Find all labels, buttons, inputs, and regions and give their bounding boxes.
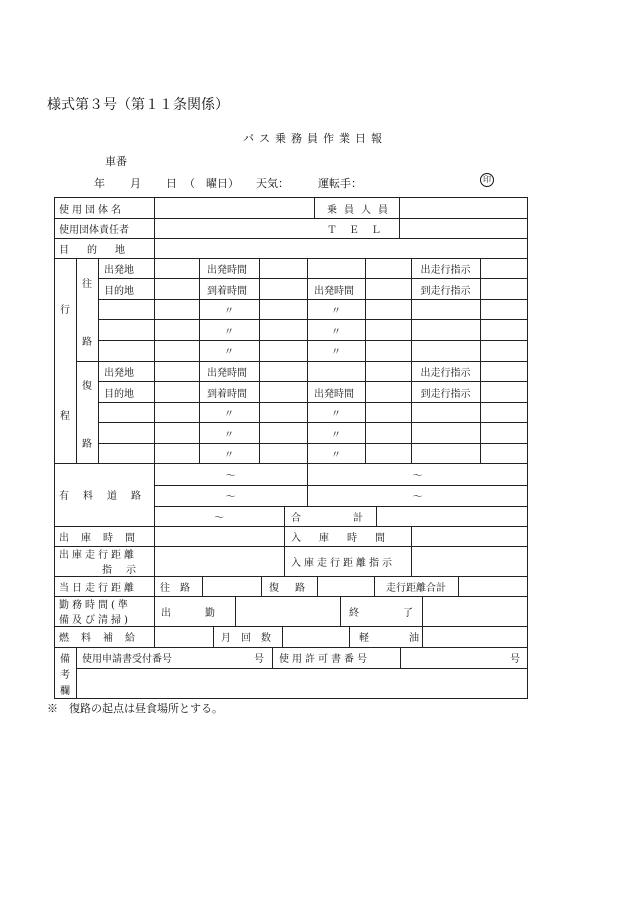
outbound-departure-place-label: 出発地: [104, 264, 134, 276]
fuel-label: 燃料補給: [59, 633, 147, 644]
return-departure-time-label: 出発時間: [207, 367, 247, 379]
garage-out-distance-label-2: 指示: [102, 565, 150, 576]
return-label-bottom: 路: [82, 439, 92, 450]
group-manager-label: 使用団体責任者: [59, 224, 129, 236]
outbound-depart-instruction-label: 出走行指示: [420, 264, 471, 276]
outbound-departure-time-label: 出発時間: [207, 264, 247, 276]
outbound-departure-time2-label: 出発時間: [314, 285, 354, 297]
ditto-mark: 〃: [224, 408, 234, 420]
light-oil-label: 軽油: [359, 633, 459, 644]
tilde-mark: ～: [225, 492, 236, 503]
outbound-destination-place-label: 目的地: [104, 285, 134, 297]
ditto-mark: 〃: [331, 449, 341, 461]
garage-out-distance-label: 出庫走行距離: [59, 550, 137, 561]
ditto-mark: 〃: [331, 305, 341, 317]
distance-outbound-label: 往路: [160, 582, 200, 594]
destination-label: 目的地: [59, 244, 143, 256]
return-departure-place-label: 出発地: [104, 367, 134, 379]
car-number-label: 車番: [105, 155, 127, 168]
crew-label: 乗員人員: [327, 204, 395, 216]
ditto-mark: 〃: [331, 429, 341, 441]
fuel-count-label: 月回数: [221, 633, 281, 644]
outbound-label-top: 往: [82, 279, 92, 290]
itinerary-label-bottom: 程: [60, 411, 70, 422]
ditto-mark: 〃: [224, 429, 234, 441]
form-reference: 様式第３号（第１１条関係）: [47, 97, 229, 113]
work-start-label: 出勤: [161, 607, 249, 619]
year-label: 年: [94, 177, 105, 190]
distance-return-label: 復路: [269, 582, 321, 594]
work-end-label: 終了: [349, 607, 457, 619]
return-arrival-time-label: 到着時間: [207, 388, 247, 400]
return-destination-place-label: 目的地: [104, 388, 134, 400]
application-number-suffix: 号: [254, 654, 264, 665]
permit-number-label: 使用許可書番号: [279, 654, 370, 665]
return-depart-instruction-label: 出走行指示: [420, 367, 471, 379]
day-label: 日: [166, 177, 177, 190]
tilde-mark: ～: [412, 492, 423, 503]
ditto-mark: 〃: [224, 305, 234, 317]
group-name-label: 使用団体名: [59, 204, 124, 216]
footnote: ※ 復路の起点は昼食場所とする。: [47, 702, 223, 715]
remarks-label-1: 備: [60, 654, 70, 665]
distance-total-label: 走行距離合計: [386, 582, 446, 594]
return-departure-time2-label: 出発時間: [314, 388, 354, 400]
month-label: 月: [130, 177, 141, 190]
application-number-label: 使用申請書受付番号: [82, 654, 172, 665]
driver-label: 運転手：: [318, 177, 362, 190]
garage-out-time-label: 出庫時間: [59, 532, 147, 544]
ditto-mark: 〃: [224, 449, 234, 461]
ditto-mark: 〃: [331, 326, 341, 338]
remarks-label-2: 考: [60, 670, 70, 681]
work-time-label-1: 勤務時間(準: [59, 600, 131, 611]
outbound-label-bottom: 路: [82, 337, 92, 348]
seal-icon: 印: [480, 173, 494, 187]
ditto-mark: 〃: [331, 408, 341, 420]
itinerary-label-top: 行: [60, 305, 70, 316]
tel-label: ＴＥＬ: [327, 224, 393, 236]
ditto-mark: 〃: [331, 347, 341, 358]
return-label-top: 復: [82, 381, 92, 392]
tilde-mark: ～: [412, 470, 423, 482]
tilde-mark: ～: [225, 470, 236, 482]
weekday-label: （ 曜日）: [184, 177, 239, 190]
work-report-table: [54, 197, 528, 699]
outbound-arrival-time-label: 到着時間: [207, 285, 247, 297]
toll-road-label: 有料道路: [59, 491, 155, 502]
daily-distance-label: 当日走行距離: [59, 582, 137, 594]
outbound-arrive-instruction-label: 到走行指示: [420, 285, 471, 297]
ditto-mark: 〃: [224, 326, 234, 338]
tilde-mark: ～: [214, 512, 224, 524]
permit-number-suffix: 号: [510, 654, 520, 665]
work-time-label-2: 備及び清掃): [59, 615, 131, 626]
return-arrive-instruction-label: 到走行指示: [420, 388, 471, 400]
form-title: バス乗務員作業日報: [243, 132, 387, 145]
remarks-label-3: 欄: [60, 686, 70, 697]
garage-in-time-label: 入庫時間: [291, 532, 403, 544]
toll-total-label: 合計: [291, 512, 415, 524]
weather-label: 天気：: [256, 177, 289, 190]
garage-in-distance-label: 入庫走行距離指示: [291, 557, 395, 569]
ditto-mark: 〃: [224, 347, 234, 358]
